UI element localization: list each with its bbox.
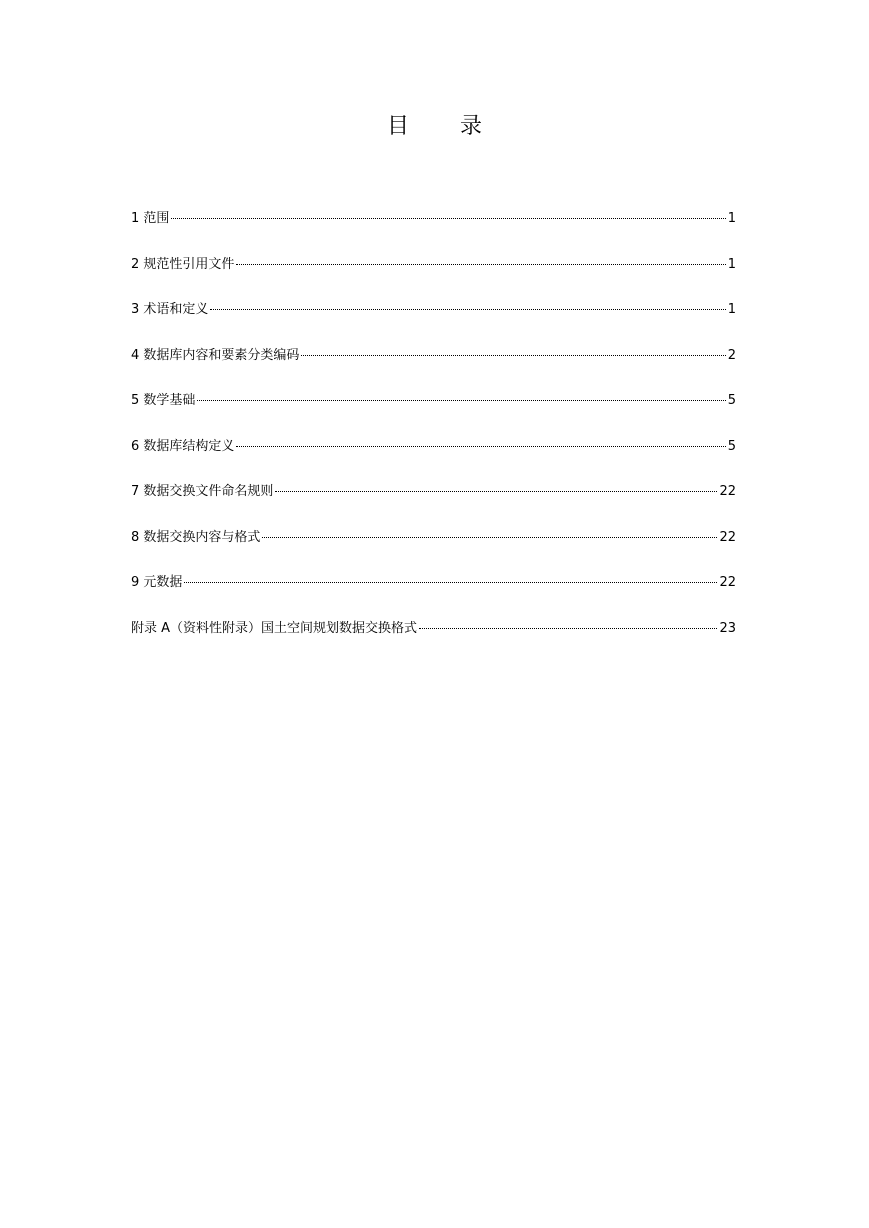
table-of-contents <box>131 206 736 661</box>
toc-entry-label: 附录 A（资料性附录）国土空间规划数据交换格式 <box>131 620 418 636</box>
toc-title: 目 录 <box>387 114 504 139</box>
toc-entry-label: 6 数据库结构定义 <box>131 438 235 454</box>
toc-entry-file-naming[interactable] <box>131 479 736 525</box>
toc-entry-label: 9 元数据 <box>131 575 183 590</box>
toc-entry-terms-definitions[interactable] <box>131 297 736 343</box>
toc-page-number: 22 <box>719 575 736 590</box>
toc-entry-exchange-format[interactable] <box>131 525 736 571</box>
toc-entry-label: 7 数据交换文件命名规则 <box>131 484 274 499</box>
toc-entry-label: 5 数学基础 <box>131 393 196 408</box>
toc-entry-appendix-a[interactable] <box>131 616 736 662</box>
toc-page-number: 22 <box>719 529 736 545</box>
toc-dot-leader <box>184 581 717 583</box>
toc-dot-leader <box>197 399 725 401</box>
toc-entry-label: 8 数据交换内容与格式 <box>131 529 261 545</box>
toc-page-number: 1 <box>727 256 736 272</box>
toc-entry-database-content[interactable] <box>131 343 736 389</box>
toc-entry-metadata[interactable] <box>131 570 736 616</box>
toc-page-number: 5 <box>727 393 736 408</box>
toc-dot-leader <box>171 217 725 219</box>
toc-page-number: 1 <box>727 211 736 226</box>
toc-page-number: 23 <box>719 620 736 636</box>
toc-page-number: 1 <box>727 302 736 317</box>
toc-entry-label: 4 数据库内容和要素分类编码 <box>131 347 300 363</box>
toc-entry-label: 1 范围 <box>131 211 170 226</box>
toc-dot-leader <box>236 263 725 265</box>
toc-page-number: 2 <box>727 347 736 363</box>
toc-dot-leader <box>210 308 725 310</box>
toc-page-number: 22 <box>719 484 736 499</box>
toc-entry-mathematical-basis[interactable] <box>131 388 736 434</box>
toc-entry-normative-references[interactable] <box>131 252 736 298</box>
toc-dot-leader <box>419 627 717 629</box>
toc-entry-scope[interactable] <box>131 206 736 252</box>
toc-dot-leader <box>301 354 725 356</box>
toc-dot-leader <box>262 536 717 538</box>
toc-dot-leader <box>236 445 725 447</box>
toc-entry-label: 3 术语和定义 <box>131 302 209 317</box>
toc-page-number: 5 <box>727 438 736 454</box>
toc-entry-database-structure[interactable] <box>131 434 736 480</box>
toc-entry-label: 2 规范性引用文件 <box>131 256 235 272</box>
toc-dot-leader <box>275 490 717 492</box>
